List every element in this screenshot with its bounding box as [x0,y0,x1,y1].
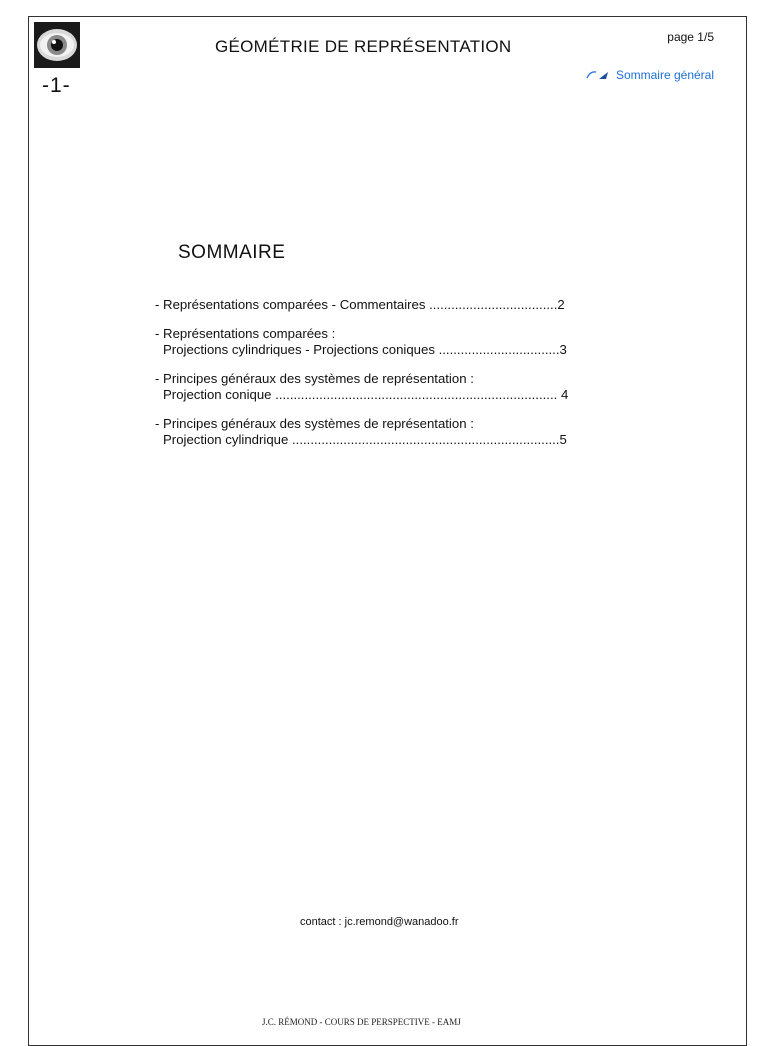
toc-line: Projections cylindriques - Projections coniques .................................3 [163,342,567,357]
section-title: SOMMAIRE [178,242,286,263]
toc-item-3[interactable] [155,371,615,403]
eye-icon [34,22,80,68]
toc-line: Projection cylindrique .........................................................................5 [163,432,567,447]
toc-line: - Représentations comparées : [155,326,336,341]
contact-email[interactable]: contact : jc.remond@wanadoo.fr [300,916,459,928]
toc-item-4[interactable] [155,416,615,448]
page-frame [28,16,747,1046]
arrow-link-icon [586,70,610,80]
toc-item-2[interactable] [155,326,615,358]
page-count: page 1/5 [667,30,714,44]
sommaire-general-label: Sommaire général [615,68,714,82]
toc-line: - Principes généraux des systèmes de représentation : [155,416,474,431]
toc-line: - Principes généraux des systèmes de représentation : [155,371,474,386]
page-footer: J.C. RÉMOND - COURS DE PERSPECTIVE - EAMJ [262,1017,461,1027]
toc-item-1[interactable] [155,297,615,313]
toc-line: Projection conique ............................................................................. 4 [163,387,569,402]
table-of-contents [155,297,615,461]
sommaire-general-link[interactable] [586,68,714,82]
document-title: GÉOMÉTRIE DE REPRÉSENTATION [215,37,512,56]
page-number: -1- [42,74,71,97]
toc-line: - Représentations comparées - Commentaires ...................................2 [155,297,565,312]
